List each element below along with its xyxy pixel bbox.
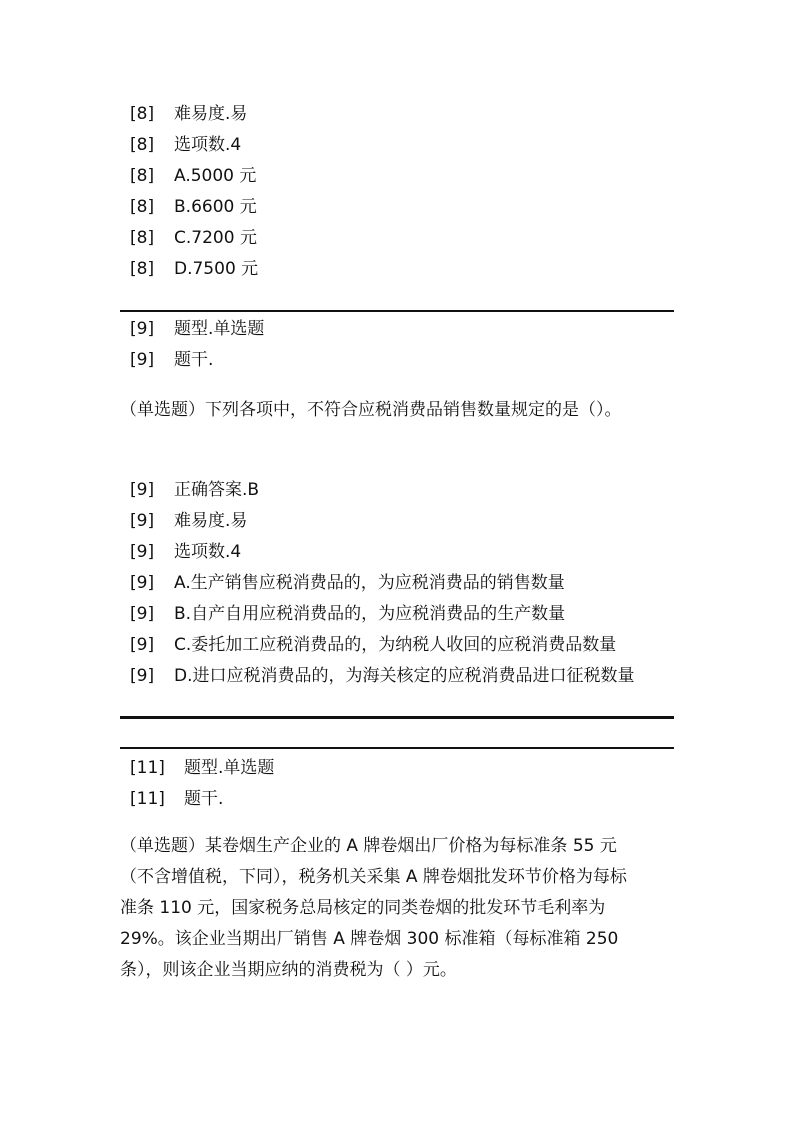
q8-option-d-line [130,258,258,280]
q9-tag: [9] [130,480,155,500]
q9-difficulty-line [130,510,247,532]
q9-tag: [9] [130,511,155,531]
q9-answer-line [130,479,259,501]
q9-option-d-line [130,665,635,687]
q9-stem-label-line [130,349,213,371]
q9-stem-label: 题干. [174,350,214,370]
q8-tag: [8] [130,135,155,155]
q8-option-count-line [130,134,241,156]
q8-tag: [8] [130,259,155,279]
divider [120,310,674,312]
q8-option-c: C.7200 元 [174,228,257,248]
q8-option-count: 选项数.4 [174,135,242,155]
q8-option-b-line [130,196,257,218]
q9-option-c-line [130,634,616,656]
q11-type-line [130,757,274,779]
q9-option-b: B.自产自用应税消费品的，为应税消费品的生产数量 [174,604,566,624]
q11-stem-label: 题干. [184,789,224,809]
q9-tag: [9] [130,635,155,655]
divider [120,716,674,719]
q9-difficulty: 难易度.易 [174,511,248,531]
q11-stem-line: 29%。该企业当期出厂销售 A 牌卷烟 300 标准箱（每标准箱 250 [120,929,619,949]
q9-tag: [9] [130,573,155,593]
q9-option-count: 选项数.4 [174,542,242,562]
q9-tag: [9] [130,604,155,624]
q9-stem: （单选题）下列各项中，不符合应税消费品销售数量规定的是（）。 [120,400,622,420]
q11-stem-line: （单选题）某卷烟生产企业的 A 牌卷烟出厂价格为每标准条 55 元 [120,836,617,856]
q9-type: 题型.单选题 [174,319,265,339]
q8-tag: [8] [130,228,155,248]
q9-option-a: A.生产销售应税消费品的，为应税消费品的销售数量 [174,573,565,593]
q9-tag: [9] [130,350,155,370]
q11-tag: [11] [130,789,165,809]
q8-tag: [8] [130,166,155,186]
q8-option-c-line [130,227,257,249]
q9-option-b-line [130,603,565,625]
q8-difficulty-line [130,103,247,125]
q9-tag: [9] [130,319,155,339]
q8-option-a-line [130,165,256,187]
q8-tag: [8] [130,197,155,217]
divider [120,747,674,749]
q11-stem-line: 准条 110 元，国家税务总局核定的同类卷烟的批发环节毛利率为 [120,898,606,918]
q11-stem-label-line [130,788,223,810]
q8-difficulty: 难易度.易 [174,104,248,124]
q11-stem [120,831,680,986]
q11-type: 题型.单选题 [184,758,275,778]
q11-stem-line: 条），则该企业当期应纳的消费税为（ ）元。 [120,960,457,980]
q11-stem-line: （不含增值税，下同），税务机关采集 A 牌卷烟批发环节价格为每标 [120,867,627,887]
q9-type-line [130,318,264,340]
q8-option-b: B.6600 元 [174,197,257,217]
q9-answer: 正确答案.B [174,480,260,500]
q9-option-a-line [130,572,565,594]
q8-option-d: D.7500 元 [174,259,259,279]
q9-tag: [9] [130,542,155,562]
q8-option-a: A.5000 元 [174,166,257,186]
q11-tag: [11] [130,758,165,778]
q9-tag: [9] [130,666,155,686]
q9-option-count-line [130,541,241,563]
q8-tag: [8] [130,104,155,124]
q9-option-d: D.进口应税消费品的，为海关核定的应税消费品进口征税数量 [174,666,635,686]
q9-option-c: C.委托加工应税消费品的，为纳税人收回的应税消费品数量 [174,635,617,655]
